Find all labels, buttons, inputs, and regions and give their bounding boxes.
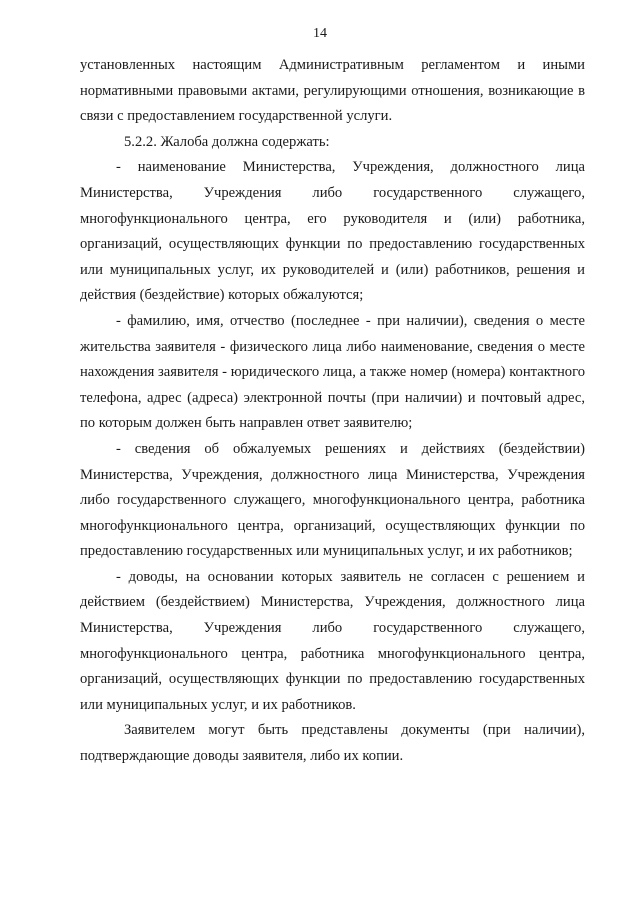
paragraph-supporting-documents: Заявителем могут быть представлены документы (при наличии), подтверждающие доводы заявителя, либо их копии. (80, 722, 585, 765)
paragraph-continuation: установленных настоящим Административным регламентом и иными нормативными правовыми актами, регулирующими отношения, возникающие в связи с предоставлением государственной услуги. (80, 57, 585, 125)
document-body (80, 53, 585, 770)
list-item-applicant-info: - фамилию, имя, отчество (последнее - при наличии), сведения о месте жительства заявителя - физического лица либо наименование, сведения о месте нахождения заявителя - юридического лица, а также номер (номера) контактного телефона, адрес (адреса) электронной почты (при наличии) и почтовый адрес, по которым должен быть направлен ответ заявителю; (80, 312, 585, 432)
list-item-name: - наименование Министерства, Учреждения, должностного лица Министерства, Учреждения либо государственного служащего, многофункционального центра, его руководителя и (или) работника, организаций, осуществляющих функции по предоставлению государственных или муниципальных услуг, их руководителей и (или) работников, решения и действия (бездействие) которых обжалуются; (80, 159, 585, 304)
list-item-arguments: - доводы, на основании которых заявитель не согласен с решением и действием (бездействием) Министерства, Учреждения, должностного лица Министерства, Учреждения либо государственного служащего, многофункционального центра, работника многофункционального центра, организаций, осуществляющих функции по предоставлению государственных или муниципальных услуг, и их работников. (80, 568, 585, 713)
paragraph-section-5-2-2: 5.2.2. Жалоба должна содержать: (124, 133, 330, 150)
page-number: 14 (313, 26, 327, 41)
list-item-appealed-decisions: - сведения об обжалуемых решениях и действиях (бездействии) Министерства, Учреждения, должностного лица Министерства, Учреждения либо государственного служащего, многофункционального центра, работника многофункционального центра, организаций, осуществляющих функции по предоставлению государственных или муниципальных услуг, и их работников; (80, 440, 585, 560)
